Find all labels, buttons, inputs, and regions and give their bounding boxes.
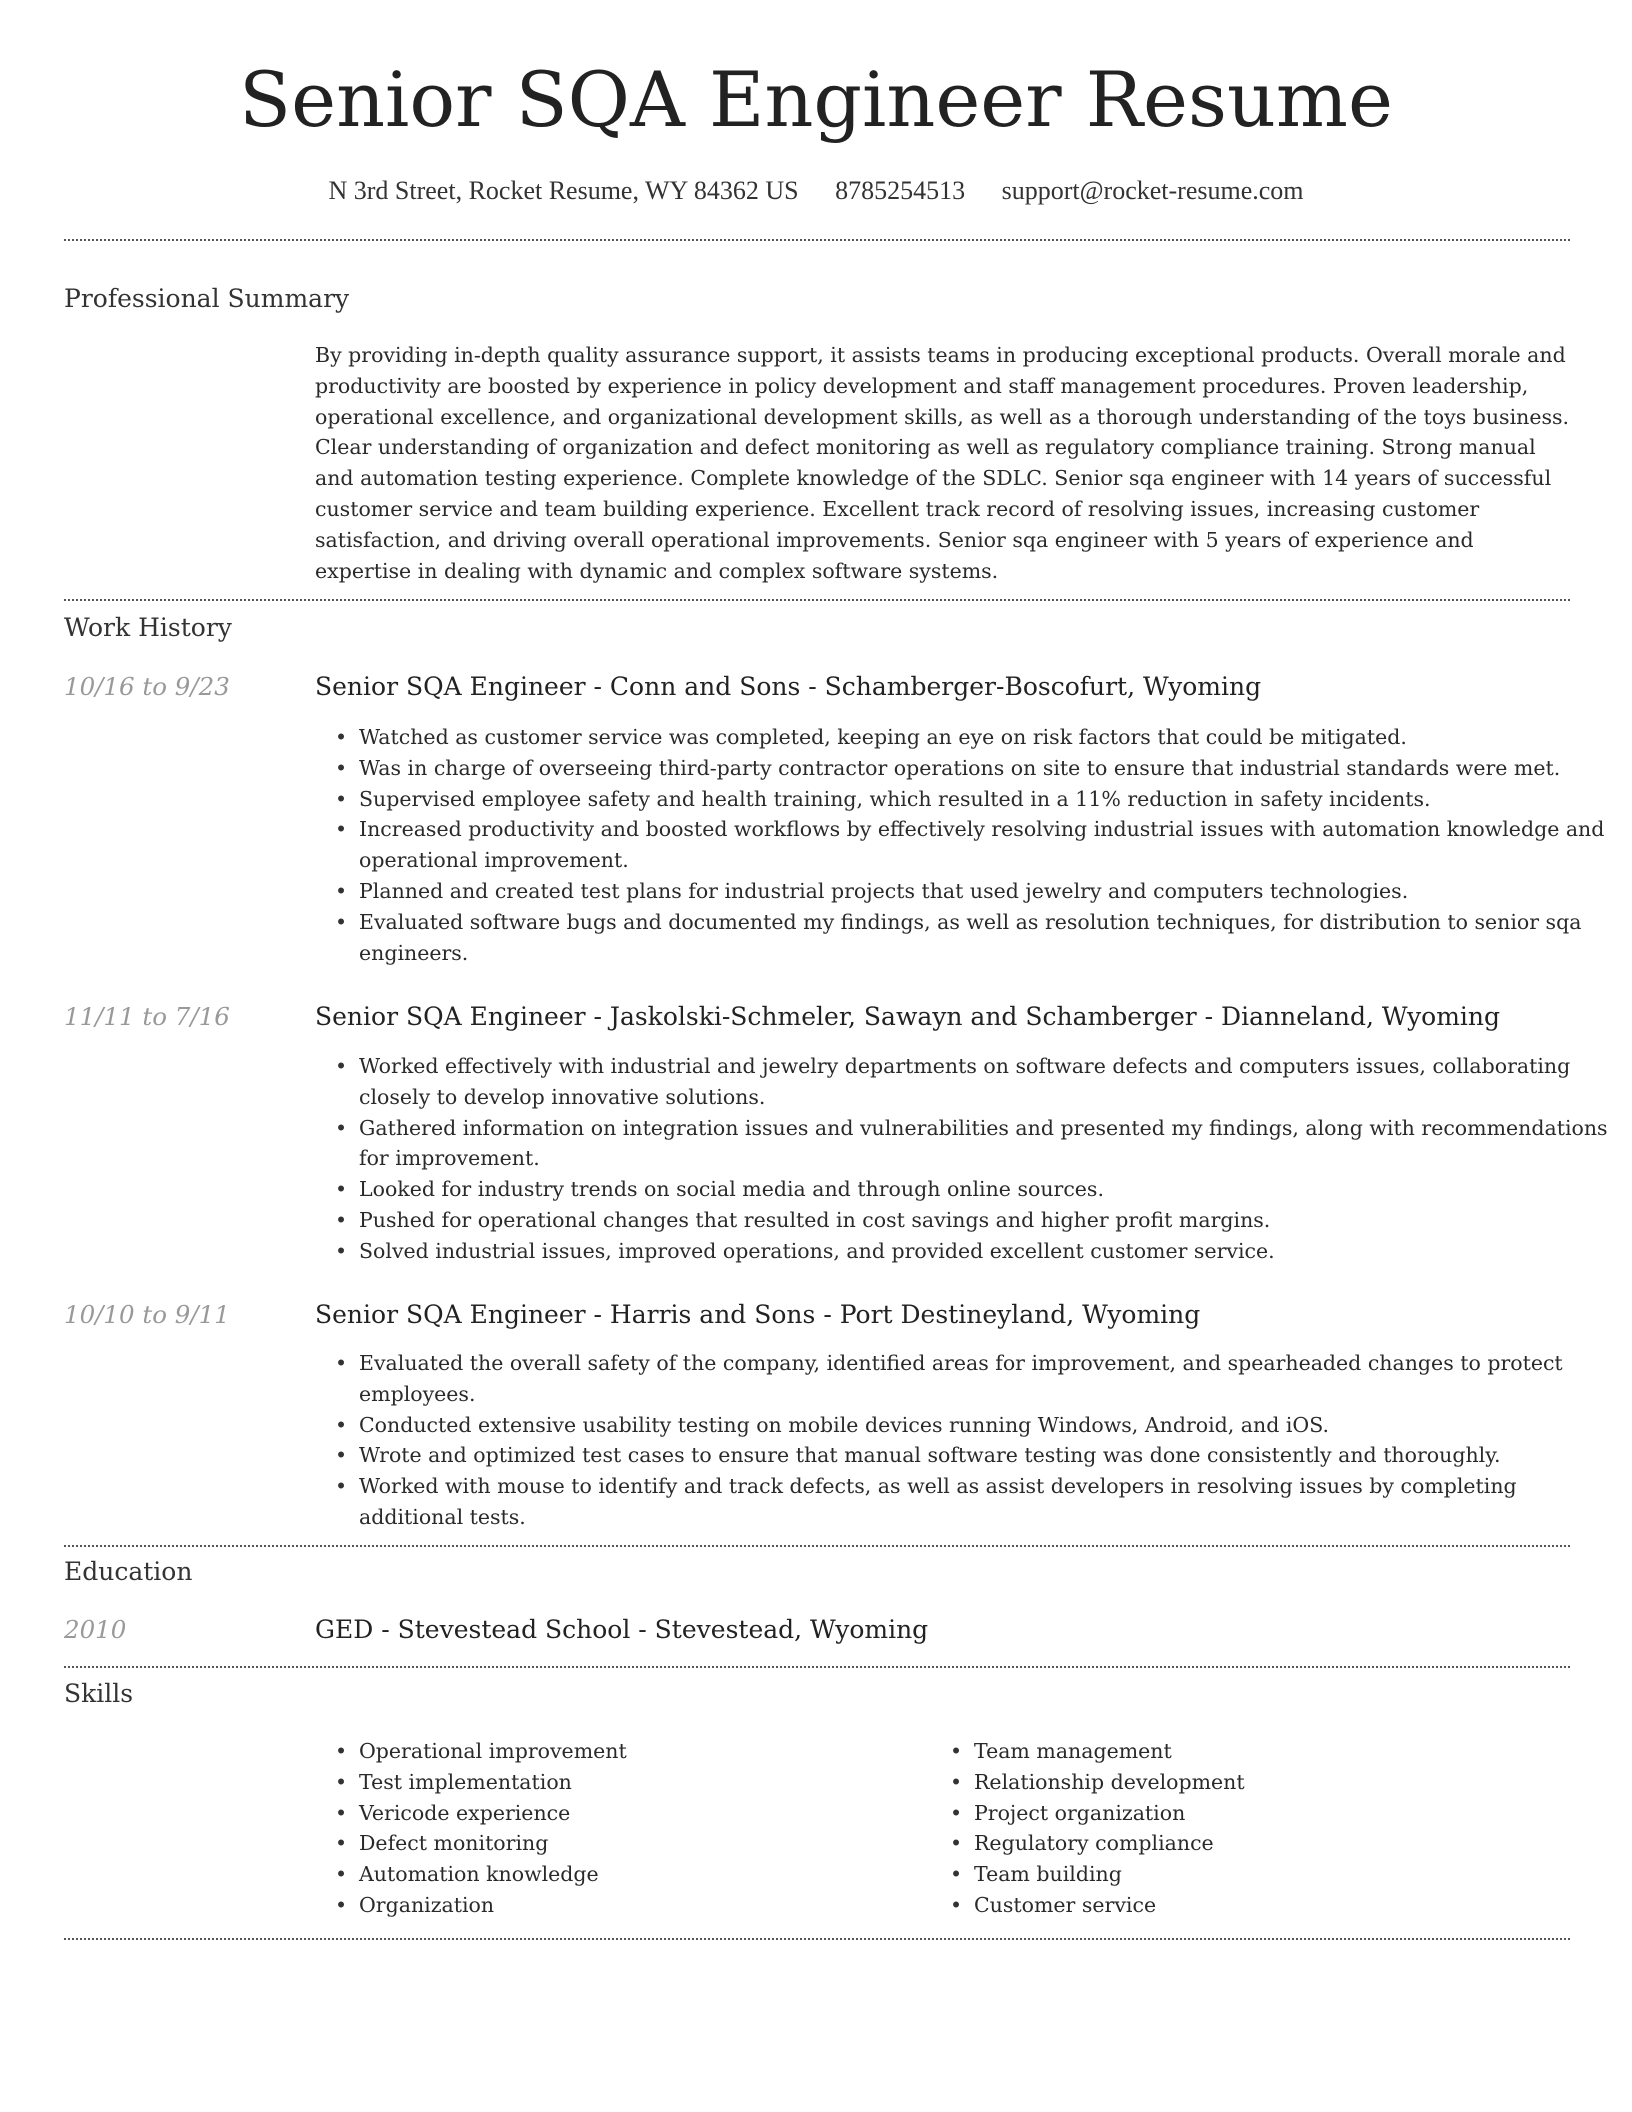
skill-item: • Relationship development [974, 1767, 1632, 1798]
skill-item: • Organization [359, 1890, 1614, 1921]
skill-item: • Operational improvement [359, 1736, 1614, 1767]
section-title-summary: Professional Summary [64, 284, 350, 313]
section-title-skills: Skills [64, 1679, 134, 1708]
job-bullets [315, 1348, 1614, 1533]
divider [64, 1938, 1570, 1940]
skill-item: • Defect monitoring [359, 1828, 1614, 1859]
job-bullets [315, 722, 1614, 968]
skills-list-right [930, 1736, 1632, 1921]
skill-item: • Automation knowledge [359, 1859, 1614, 1890]
divider [64, 1666, 1570, 1668]
job-heading: Senior SQA Engineer - Conn and Sons - Schamberger-Boscofurt, Wyoming [315, 672, 1262, 701]
education-year: 2010 [64, 1615, 127, 1644]
education-entry: GED - Stevestead School - Stevestead, Wyoming [315, 1615, 929, 1644]
list-item: • Worked with mouse to identify and track defects, as well as assist developers in resolving issues by completing additional tests. [359, 1471, 1614, 1533]
list-item: • Increased productivity and boosted workflows by effectively resolving industrial issues with automation knowledge and operational improvement. [359, 814, 1614, 876]
job-bullets [315, 1051, 1614, 1267]
list-item: • Was in charge of overseeing third-party contractor operations on site to ensure that industrial standards were met. [359, 753, 1614, 784]
list-item: • Conducted extensive usability testing on mobile devices running Windows, Android, and iOS. [359, 1410, 1614, 1441]
summary-text: By providing in-depth quality assurance support, it assists teams in producing exceptional products. Overall morale and productivity are boosted by experience in policy development and staff management procedures. Proven leadership, operational excellence, and organizational development skills, as well as a thorough understanding of the toys business. Clear understanding of organization and defect monitoring as well as regulatory compliance training. Strong manual and automation testing experience. Complete knowledge of the SDLC. Senior sqa engineer with 14 years of successful customer service and team building experience. Excellent track record of resolving issues, increasing customer satisfaction, and driving overall operational improvements. Senior sqa engineer with 5 years of experience and expertise in dealing with dynamic and complex software systems. [315, 343, 1570, 583]
divider [64, 239, 1570, 241]
skill-item: • Team management [974, 1736, 1632, 1767]
list-item: • Planned and created test plans for industrial projects that used jewelry and computers technologies. [359, 876, 1614, 907]
skill-item: • Project organization [974, 1798, 1632, 1829]
job-dates: 10/10 to 9/11 [64, 1300, 230, 1329]
list-item: • Gathered information on integration issues and vulnerabilities and presented my findings, along with recommendations for improvement. [359, 1113, 1614, 1175]
list-item: • Evaluated software bugs and documented my findings, as well as resolution techniques, for distribution to senior sqa engineers. [359, 907, 1614, 969]
job-heading: Senior SQA Engineer - Harris and Sons - Port Destineyland, Wyoming [315, 1300, 1201, 1329]
skill-item: • Customer service [974, 1890, 1632, 1921]
section-title-education: Education [64, 1557, 193, 1586]
list-item: • Supervised employee safety and health training, which resulted in a 11% reduction in safety incidents. [359, 784, 1614, 815]
list-item: • Wrote and optimized test cases to ensure that manual software testing was done consistently and thoroughly. [359, 1440, 1614, 1471]
skill-item: • Regulatory compliance [974, 1828, 1632, 1859]
section-title-work-history: Work History [64, 613, 232, 642]
list-item: • Pushed for operational changes that resulted in cost savings and higher profit margins. [359, 1205, 1614, 1236]
divider [64, 1545, 1570, 1547]
job-dates: 10/16 to 9/23 [64, 672, 230, 701]
resume-name: Senior SQA Engineer Resume [239, 55, 1393, 144]
contact-email: support@rocket-resume.com [1001, 176, 1304, 205]
skill-item: • Test implementation [359, 1767, 1614, 1798]
contact-line [0, 174, 1632, 208]
skill-item: • Team building [974, 1859, 1632, 1890]
resume-header [0, 0, 1632, 208]
contact-phone: 8785254513 [835, 176, 966, 205]
job-dates: 11/11 to 7/16 [64, 1002, 230, 1031]
list-item: • Looked for industry trends on social media and through online sources. [359, 1174, 1614, 1205]
skill-item: • Vericode experience [359, 1798, 1614, 1829]
list-item: • Worked effectively with industrial and jewelry departments on software defects and computers issues, collaborating closely to develop innovative solutions. [359, 1051, 1614, 1113]
job-heading: Senior SQA Engineer - Jaskolski-Schmeler, Sawayn and Schamberger - Dianneland, Wyoming [315, 1002, 1501, 1031]
list-item: • Solved industrial issues, improved operations, and provided excellent customer service. [359, 1236, 1614, 1267]
list-item: • Evaluated the overall safety of the company, identified areas for improvement, and spearheaded changes to protect employees. [359, 1348, 1614, 1410]
list-item: • Watched as customer service was completed, keeping an eye on risk factors that could be mitigated. [359, 722, 1614, 753]
divider [64, 599, 1570, 601]
contact-address: N 3rd Street, Rocket Resume, WY 84362 US [328, 176, 799, 205]
